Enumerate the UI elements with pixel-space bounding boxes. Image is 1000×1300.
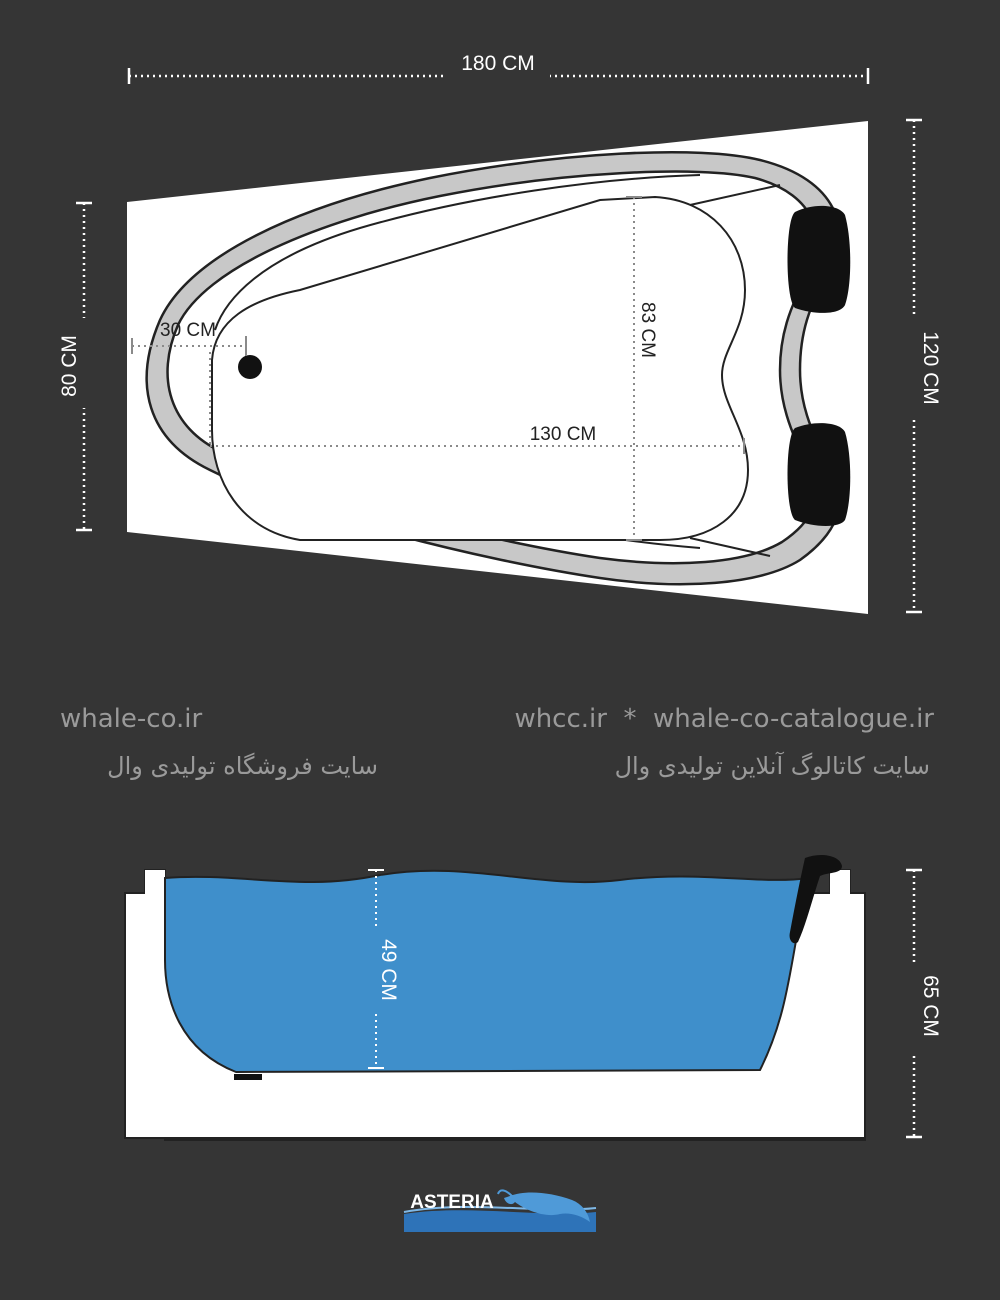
- catalogue-text: سایت کاتالوگ آنلاین تولیدی وال: [614, 752, 930, 780]
- inner-length-label: 130 CM: [529, 424, 597, 445]
- headrest-icon: [788, 206, 851, 313]
- depth-right-dimension: [902, 120, 942, 612]
- top-view: [56, 50, 942, 614]
- depth-left-label: 80 CM: [58, 335, 81, 397]
- drain-icon: [238, 355, 262, 379]
- catalogue-url[interactable]: whcc.ir * whale-co-catalogue.ir: [514, 704, 934, 734]
- headrest-icon: [788, 423, 851, 526]
- height-dimension: [902, 870, 942, 1137]
- drain-offset-label: 30 CM: [160, 320, 216, 341]
- shop-url[interactable]: whale-co.ir: [60, 704, 203, 734]
- depth-right-label: 120 CM: [919, 331, 942, 405]
- width-label: 180 CM: [461, 52, 535, 75]
- tub-side-lip: [145, 870, 165, 895]
- depth-left-dimension: [56, 203, 96, 530]
- brand-name: ASTERIA: [410, 1192, 494, 1213]
- side-view: [125, 855, 942, 1140]
- drain-side-icon: [234, 1074, 262, 1080]
- water-depth-label: 49 CM: [377, 939, 400, 1001]
- height-label: 65 CM: [919, 975, 942, 1037]
- wave-icon: [404, 1210, 596, 1232]
- water-fill: [165, 871, 808, 1072]
- width-dimension: [129, 50, 868, 84]
- tub-side-lip: [830, 870, 850, 895]
- inner-width-label: 83 CM: [637, 302, 658, 358]
- shop-text: سایت فروشگاه تولیدی وال: [107, 752, 378, 780]
- asteria-logo: [404, 1190, 596, 1232]
